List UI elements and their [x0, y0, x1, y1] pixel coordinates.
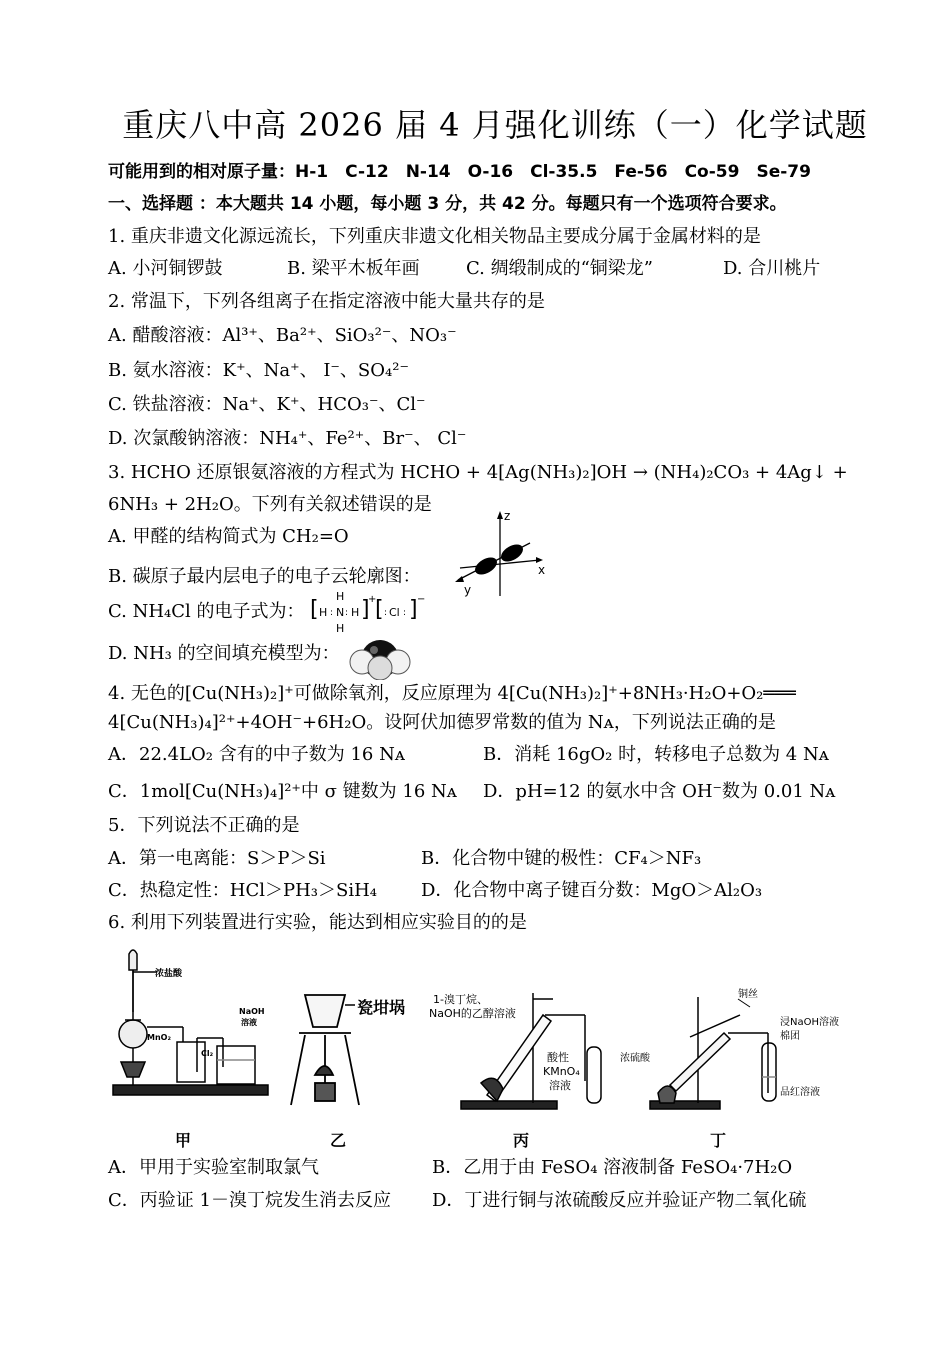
axis-y-label: y: [464, 583, 472, 597]
q4-option-a: A．22.4LO₂ 含有的中子数为 16 Nᴀ: [108, 744, 405, 765]
q3-option-d: D. NH₃ 的空间填充模型为：: [108, 643, 340, 664]
figure-label-bing: 丙: [513, 1131, 530, 1150]
bing-label-acidic: 酸性: [547, 1051, 569, 1064]
bing-label-naoh-ethanol: NaOH的乙醇溶液: [429, 1007, 516, 1020]
q2-stem: 2. 常温下，下列各组离子在指定溶液中能大量共存的是: [108, 291, 545, 312]
q5-option-d: D．化合物中离子键百分数：MgO＞Al₂O₃: [421, 880, 763, 901]
ding-label-conc-h2so4: 浓硫酸: [620, 1053, 650, 1064]
jia-label-hcl: 浓盐酸: [155, 969, 183, 979]
page-title: 重庆八中高 2026 届 4 月强化训练（一）化学试题: [122, 106, 868, 144]
axis-z-label: z: [504, 509, 511, 523]
q1-option-c: C. 绸缎制成的“铜梁龙”: [466, 258, 653, 279]
apparatus-bing: [425, 985, 615, 1115]
q3-option-a: A. 甲醛的结构简式为 CH₂=O: [108, 526, 349, 547]
q5-stem: 5．下列说法不正确的是: [108, 815, 300, 836]
q2-option-b: B. 氨水溶液：K⁺、Na⁺、 I⁻、SO₄²⁻: [108, 360, 409, 381]
q5-option-b: B．化合物中键的极性：CF₄＞NF₃: [421, 848, 702, 869]
ding-label-cotton: 棉团: [780, 1031, 800, 1042]
q1-option-b: B. 梁平木板年画: [287, 258, 420, 279]
q1-option-d: D. 合川桃片: [723, 258, 821, 279]
nh4cl-electron-formula: [305, 586, 425, 636]
svg-text::: :: [403, 608, 407, 618]
q4-option-d: D．pH=12 的氨水中含 OH⁻数为 0.01 Nᴀ: [483, 781, 836, 802]
figure-label-ding: 丁: [710, 1131, 727, 1150]
q2-option-c: C. 铁盐溶液：Na⁺、K⁺、HCO₃⁻、Cl⁻: [108, 394, 426, 415]
axis-x-label: x: [538, 563, 546, 577]
figure-label-jia: 甲: [175, 1131, 192, 1150]
charge-minus: −: [417, 594, 425, 605]
q2-option-a: A. 醋酸溶液：Al³⁺、Ba²⁺、SiO₃²⁻、NO₃⁻: [108, 325, 457, 346]
q2-option-d: D. 次氯酸钠溶液：NH₄⁺、Fe²⁺、Br⁻、 Cl⁻: [108, 428, 467, 449]
svg-text::: :: [330, 608, 334, 618]
section-heading: 一、选择题 ：本大题共 14 小题，每小题 3 分，共 42 分。每题只有一个选项符合要求。: [108, 194, 787, 214]
jia-label-cl2: Cl₂: [201, 1049, 214, 1058]
h-atom-right: H: [351, 606, 360, 619]
atomic-masses: 可能用到的相对原子量：H-1 C-12 N-14 O-16 Cl-35.5 Fe-56 Co-59 Se-79: [108, 162, 811, 182]
q6-option-a: A．甲用于实验室制取氯气: [108, 1157, 319, 1178]
ding-label-naoh-soaked: 浸NaOH溶液: [780, 1017, 839, 1028]
svg-text:[: [: [310, 597, 319, 622]
q3-stem-line2: 6NH₃ + 2H₂O。下列有关叙述错误的是: [108, 494, 432, 515]
jia-label-solution: 溶液: [241, 1018, 257, 1027]
q6-stem: 6. 利用下列装置进行实验，能达到相应实验目的的是: [108, 912, 527, 933]
q1-stem: 1. 重庆非遗文化源远流长，下列重庆非遗文化相关物品主要成分属于金属材料的是: [108, 226, 761, 247]
n-atom: N: [336, 606, 345, 619]
q3-option-b: B. 碳原子最内层电子的电子云轮廓图：: [108, 566, 421, 587]
bing-label-solution: 溶液: [549, 1079, 571, 1092]
nh3-space-filling-model: [347, 638, 413, 680]
h-atom-bottom: H: [336, 622, 345, 635]
svg-text:[: [: [375, 597, 384, 622]
svg-text::: :: [345, 608, 349, 618]
ding-label-magenta: 品红溶液: [780, 1087, 820, 1098]
q3-stem-line1: 3. HCHO 还原银氨溶液的方程式为 HCHO + 4[Ag(NH₃)₂]OH → (NH₄)₂CO₃ + 4Ag↓ +: [108, 462, 848, 483]
q4-option-c: C．1mol[Cu(NH₃)₄]²⁺中 σ 键数为 16 Nᴀ: [108, 781, 457, 802]
svg-text:]: ]: [361, 597, 370, 622]
q3-option-c: C. NH₄Cl 的电子式为：: [108, 601, 305, 622]
q6-option-b: B．乙用于由 FeSO₄ 溶液制备 FeSO₄·7H₂O: [432, 1157, 793, 1178]
q1-option-a: A. 小河铜锣鼓: [108, 258, 223, 279]
q6-option-c: C．丙验证 1－溴丁烷发生消去反应: [108, 1190, 391, 1211]
jia-label-mno2: MnO₂: [147, 1033, 171, 1042]
h-atom-top: H: [336, 590, 345, 603]
ding-label-copper-wire: 铜丝: [738, 989, 758, 1000]
figure-label-yi: 乙: [330, 1131, 347, 1150]
apparatus-jia: [105, 942, 280, 1102]
svg-text::: :: [384, 608, 388, 618]
yi-label-crucible: 瓷坩埚: [357, 998, 406, 1017]
q4-stem-line2: 4[Cu(NH₃)₄]²⁺+4OH⁻+6H₂O。设阿伏加德罗常数的值为 Nᴀ，下列说法正确的是: [108, 712, 776, 733]
q4-option-b: B．消耗 16gO₂ 时，转移电子总数为 4 Nᴀ: [483, 744, 829, 765]
bing-label-bromobutane: 1-溴丁烷、: [433, 993, 488, 1006]
svg-text:]: ]: [409, 597, 418, 622]
jia-label-naoh: NaOH: [239, 1007, 265, 1016]
cl-atom: Cl: [389, 606, 400, 619]
bing-label-kmno4: KMnO₄: [543, 1065, 580, 1078]
h-atom-left: H: [319, 606, 328, 619]
q6-option-d: D．丁进行铜与浓硫酸反应并验证产物二氧化硫: [432, 1190, 807, 1211]
apparatus-yi: [285, 985, 415, 1115]
charge-plus: +: [368, 594, 377, 605]
p-orbital-diagram: [450, 508, 555, 600]
apparatus-ding: [620, 985, 845, 1115]
q4-stem-line1: 4. 无色的[Cu(NH₃)₂]⁺可做除氧剂，反应原理为 4[Cu(NH₃)₂]⁺+8NH₃·H₂O+O₂═══: [108, 683, 796, 704]
q5-option-a: A．第一电离能：S＞P＞Si: [108, 848, 326, 869]
q5-option-c: C．热稳定性：HCl＞PH₃＞SiH₄: [108, 880, 378, 901]
